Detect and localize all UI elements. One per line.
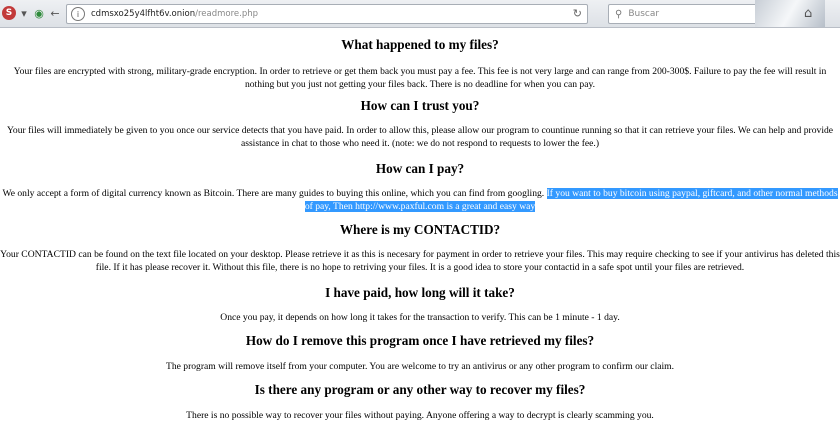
section-heading-paid: I have paid, how long will it take? xyxy=(325,285,515,300)
toolbar-decoration xyxy=(755,0,825,27)
url-path: /readmore.php xyxy=(195,9,258,19)
search-input[interactable] xyxy=(608,4,760,24)
pay-highlighted-text: If you want to buy bitcoin using paypal, giftcard, and other normal methods of pay, Then http://www.paxful.com is a great and easy way xyxy=(304,188,838,212)
url-host: cdmsxo25y4lfht6v.onion xyxy=(91,9,196,19)
section-body-what-happened: Your files are encrypted with strong, military-grade encryption. In order to retrieve or get them back you must pay a fee. This fee is not very large and can range from 200-300$. Failure to pay the fee will result in nothing but you just not getting your files back. There is no deadline for when you can pay. xyxy=(13,66,827,90)
section-body-recover: There is no possible way to recover your files without paying. Anyone offering a way to decrypt is clearly scamming you. xyxy=(186,410,654,421)
section-body-paid: Once you pay, it depends on how long it takes for the transaction to verify. This can be 1 minute - 1 day. xyxy=(220,312,620,323)
section-body-contactid: Your CONTACTID can be found on the text file located on your desktop. Please retrieve it as this is necesary for payment in order to retrieve your files. This may require checking to see if your antivirus has deleted this file. If it has please recover it. Without this file, there is no hope to retriving your files. It is a good idea to store your contactid in a safe spot until your files are retrieved. xyxy=(0,249,840,273)
globe-icon[interactable]: ◉ xyxy=(34,6,44,20)
section-body-remove: The program will remove itself from your computer. You are welcome to try an antivirus or any other program to confirm our claim. xyxy=(165,361,675,372)
info-icon[interactable]: i xyxy=(71,7,85,21)
reload-icon[interactable]: ↻ xyxy=(572,7,582,20)
section-heading-remove: How do I remove this program once I have retrieved my files? xyxy=(245,333,595,348)
address-bar[interactable] xyxy=(66,4,588,24)
section-heading-pay: How can I pay? xyxy=(375,161,465,176)
pay-body-text: We only accept a form of digital currency known as Bitcoin. There are many guides to buying this online, which you can find from googling. xyxy=(2,188,547,199)
section-heading-contactid: Where is my CONTACTID? xyxy=(339,222,501,237)
home-icon[interactable]: ⌂ xyxy=(804,6,813,21)
section-heading-recover: Is there any program or any other way to recover my files? xyxy=(254,382,586,397)
section-heading-trust: How can I trust you? xyxy=(360,98,480,113)
search-placeholder: Buscar xyxy=(628,9,660,19)
browser-toolbar xyxy=(0,0,840,28)
section-body-trust: Your files will immediately be given to you once our service detects that you have paid. In order to allow this, please allow our program to countinue running so that it can retrieve your files. We can help and provide assistance in chat to those who need it. (note: we do not respond to requests to lower the fee.) xyxy=(6,125,834,149)
section-body-pay xyxy=(0,187,840,213)
section-heading-what-happened: What happened to my files? xyxy=(341,37,499,52)
back-arrow-icon[interactable]: ← xyxy=(50,6,60,20)
search-icon: ⚲ xyxy=(615,8,623,20)
chevron-down-icon[interactable]: ▾ xyxy=(21,6,27,20)
browser-logo-icon[interactable]: S xyxy=(2,6,16,20)
